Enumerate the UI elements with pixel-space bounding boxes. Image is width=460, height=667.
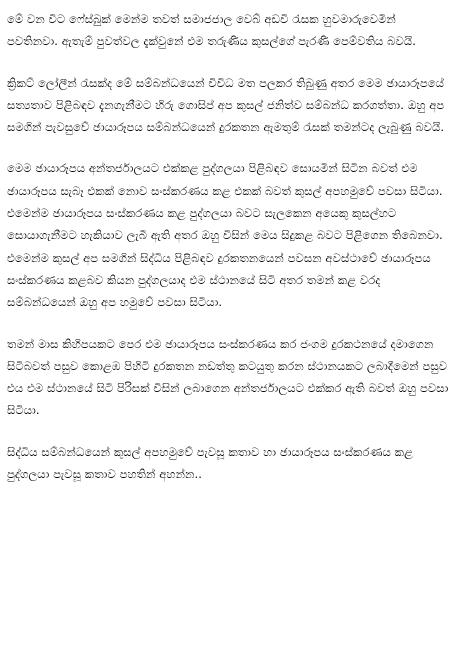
article-paragraph: තමන් මාස කිහිපයකට පෙර එම ඡායාරූපය සංස්කරණය කර ජංගම දුරකථනයේ දමාගෙන සිටිබවත් පසුව කොළඹ පිහිටි දුරකතන නඩත්තු කටයුතු කරන ස්ථානයකට ලබාදීමෙන් පසුව එය එම ස්ථානයේ සිටි පිරිසක් විසින් ලබාගෙන අන්තර්ජාලයට එක්කර ඇති බවත් ඔහු පවසා සිටියා. — [7, 336, 449, 418]
article-paragraph: සිද්ධිය සම්බන්ධයෙන් කුසල් අපහමුවේ පැවසූ කතාව හා ඡායාරූපය සංස්කරණය කළ පුද්ගලයා පැවසූ කතාව පහතින් අහන්න.. — [7, 444, 413, 482]
article-paragraph: ක්‍රිකට් ලෝලීන් රැසක්ද මේ සම්බන්ධයෙන් විවිධ මත පලකර තිබුණු අතර මෙම ඡායාරූපයේ සත්‍යතාව පිළිබඳව දැනගැනීමට හිරු ගොසිප් අප කුසල් ජනිත්ව සම්බන්ධ කරගත්තා. ඔහු අප සමගින් පැවසුවේ ඡායාරූපය සම්බන්ධයෙන් දුරකතන ඇමතුම් රැසක් තමන්ටද ලැබුණු බවයි. — [7, 75, 445, 135]
article-paragraph: මෙම ඡායාරූපය අන්තර්ජාලයට එක්කළ පුද්ගලයා පිළිබඳව සොයමින් සිටින බවත් එම ඡායාරූපය සැබෑ එකක් නොව සංස්කරණය කළ එකක් බවත් කුසල් අපහමුවේ පවසා සිටියා. එමෙන්ම ඡායාරූපය සංස්කරණය කළ පුද්ගලයා බවට සැලකෙන අයෙකු කුසල්හට සොයාගැනීමට හැකියාව ලැබී ඇති අතර ඔහු විසින් මෙය සිදුකළ බවට පිළිගෙන තිබෙනවා. එමෙන්ම කුසල් අප සමගින් සිද්ධිය පිළිබඳව දුරකතනයෙන් පවසන අවස්ථාවේ ඡායාරූපය සංස්කරණය කළබව කියන පුද්ගලයාද එම ස්ථානයේ සිටි අතර තමන් කළ වරද සම්බන්ධයෙන් ඔහු අප හමුවේ පවසා සිටියා. — [7, 161, 443, 310]
article-paragraph: මේ වන විට ෆේස්බුක් මෙන්ම තවත් සමාජජාල වෙබ් අඩවි රැසක හුවමාරුවෙමින් පවතිනවා. ඇතැම් පුවත්වල දැක්වුනේ එම තරුණිය කුසල්ගේ පැරණි පෙම්වතිය බවයි. — [7, 12, 417, 49]
